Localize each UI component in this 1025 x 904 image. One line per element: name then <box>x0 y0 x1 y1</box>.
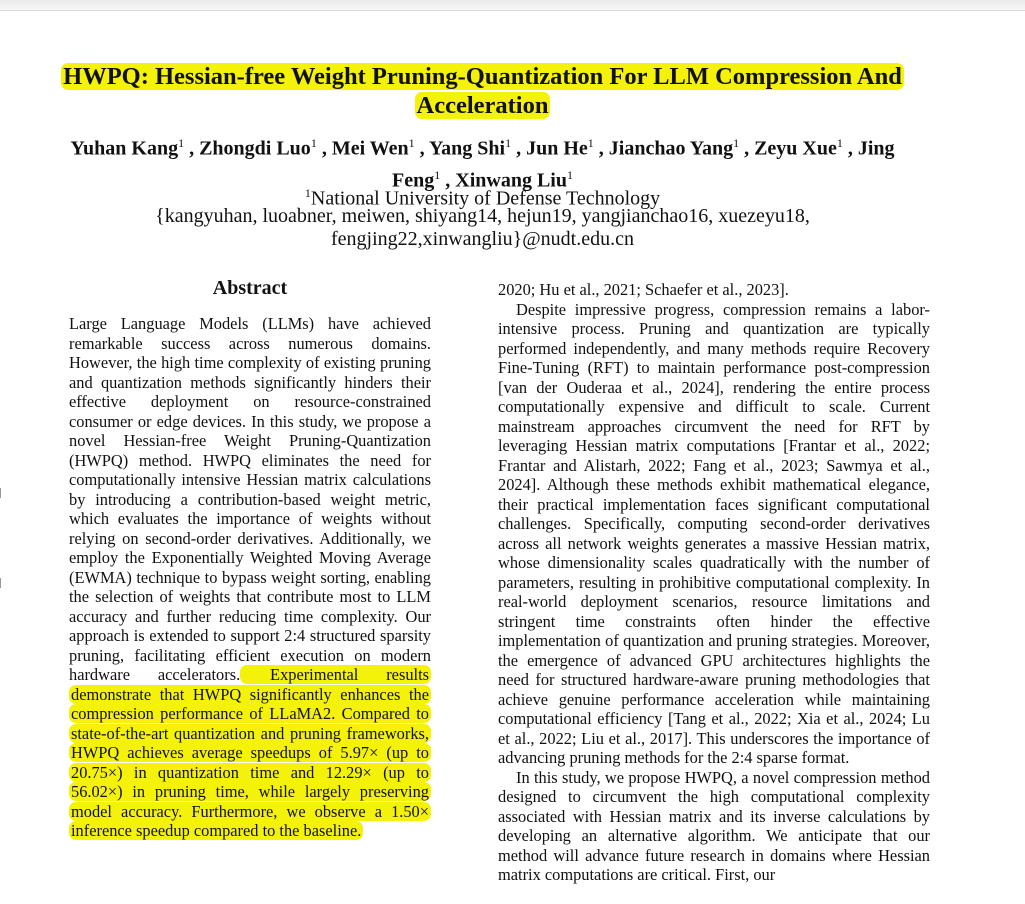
affiliation-name: National University of Defense Technology <box>310 187 661 210</box>
margin-tick <box>0 488 1 498</box>
author-name: Zeyu Xue <box>754 137 837 160</box>
author-affiliation-mark: 1 <box>566 167 573 182</box>
author-affiliation-mark: 1 <box>408 136 415 150</box>
author-name: Xinwang Liu <box>455 169 567 192</box>
author-affiliation-mark: 1 <box>587 136 594 150</box>
author-affiliation-mark: 1 <box>733 136 740 150</box>
author-affiliation-mark: 1 <box>434 167 441 182</box>
intro-paragraph: Despite impressive progress, compression remains a labor-intensive process. Pruning and quantization are typically performed independently, and many methods require Recovery Fine-Tuning (RFT) to maintain performance post-compression [van der Ouderaa et al., 2024], rendering the entire process computationally expensive and difficult to scale. Current mainstream approaches circumvent the need for RFT by leveraging Hessian matrix computations [Frantar et al., 2022; Frantar and Alistarh, 2022; Fang et al., 2023; Sawmya et al., 2024]. Although these methods exhibit mathematical elegance, their practical implementation faces significant computational challenges. Specifically, computing second-order derivatives across all network weights generates a massive Hessian matrix, whose dimensionality scales quadratically with the number of parameters, resulting in prohibitive computational complexity. In real-world deployment scenarios, resource limitations and stringent time constraints often hinder the effective implementation of quantization and pruning strategies. Moreover, the emergence of advanced GPU architectures highlights the need for structured hardware-aware pruning methodologies that achieve genuine performance acceleration while maintaining computational efficiency [Tang et al., 2022; Xia et al., 2024; Lu et al., 2022; Liu et al., 2017]. This underscores the importance of advancing pruning methods for the 2:4 sparse format. <box>498 299 930 767</box>
author-affiliation-mark: 1 <box>836 136 843 150</box>
author-emails: {kangyuhan, luoabner, meiwen, shiyang14, hejun19, yangjianchao16, xuezeyu18, fengjing22,xinwangliu}@nudt.edu.cn <box>155 205 810 250</box>
author-name: Yang Shi <box>428 137 506 160</box>
paper-title <box>20 62 945 120</box>
abstract-highlight: Experimental results demonstrate that HWPQ significantly enhances the compression performance of LLaMA2. Compared to state-of-the-art quantization and pruning frameworks, HWPQ achieves average speedups of 5.97× (up to 20.75×) in quantization time and 12.29× (up to 56.02×) in pruning time, while largely preserving model accuracy. Furthermore, we observe a 1.50× inference speedup compared to the baseline. <box>71 665 429 840</box>
abstract-body <box>69 314 431 841</box>
author-name: Zhongdi Luo <box>199 137 311 160</box>
abstract-heading: Abstract <box>212 277 288 299</box>
author-name: Yuhan Kang <box>70 137 179 160</box>
author-affiliation-mark: 1 <box>178 136 185 150</box>
author-name: Jun He <box>526 137 588 160</box>
author-name: Jianchao Yang <box>608 137 734 160</box>
author-list: Yuhan Kang$^1$ , Zhongdi Luo$^1$ , Mei Wen$^1$ , Yang Shi$^1$ , Jun He$^1$ , Jianchao Yang$^1$ , Zeyu Xue$^1$ , Jing Feng$^1$ , Xinwang Liu$^1$ <box>70 136 895 192</box>
title-highlight: HWPQ: Hessian-free Weight Pruning-Quantization For LLM Compression And Acceleration <box>63 63 902 119</box>
affiliation-mark: 1 <box>304 186 311 200</box>
author-name: Jing Feng <box>392 137 895 192</box>
author-affiliation-mark: 1 <box>505 136 512 150</box>
author-name: Mei Wen <box>331 137 409 160</box>
author-affiliation-mark: 1 <box>310 136 317 150</box>
intro-column <box>498 280 930 885</box>
title-block <box>20 62 945 120</box>
intro-paragraph: In this study, we propose HWPQ, a novel compression method designed to circumvent the high computational complexity associated with Hessian matrix and its inverse calculations by developing an alternative algorithm. We anticipate that our method will advance future research in domains where Hessian matrix computations are critical. First, our <box>498 767 930 884</box>
viewer-top-bar <box>0 0 1025 11</box>
margin-tick <box>0 578 1 588</box>
intro-paragraph: 2020; Hu et al., 2021; Schaefer et al., 2023]. <box>498 280 789 299</box>
abstract-text: Large Language Models (LLMs) have achieved remarkable success across numerous domains. However, the high time complexity of existing pruning and quantization methods significantly hinders their effective deployment on resource-constrained consumer or edge devices. In this study, we propose a novel Hessian-free Weight Pruning-Quantization (HWPQ) method. HWPQ eliminates the need for computationally intensive Hessian matrix calculations by introducing a contribution-based weight metric, which evaluates the importance of weights without relying on second-order derivatives. Additionally, we employ the Exponentially Weighted Moving Average (EWMA) technique to bypass weight sorting, enabling the selection of weights that contribute most to LLM accuracy and further reducing time complexity. Our approach is extended to support 2:4 structured sparsity pruning, facilitating efficient execution on modern hardware accelerators. <box>69 314 431 684</box>
